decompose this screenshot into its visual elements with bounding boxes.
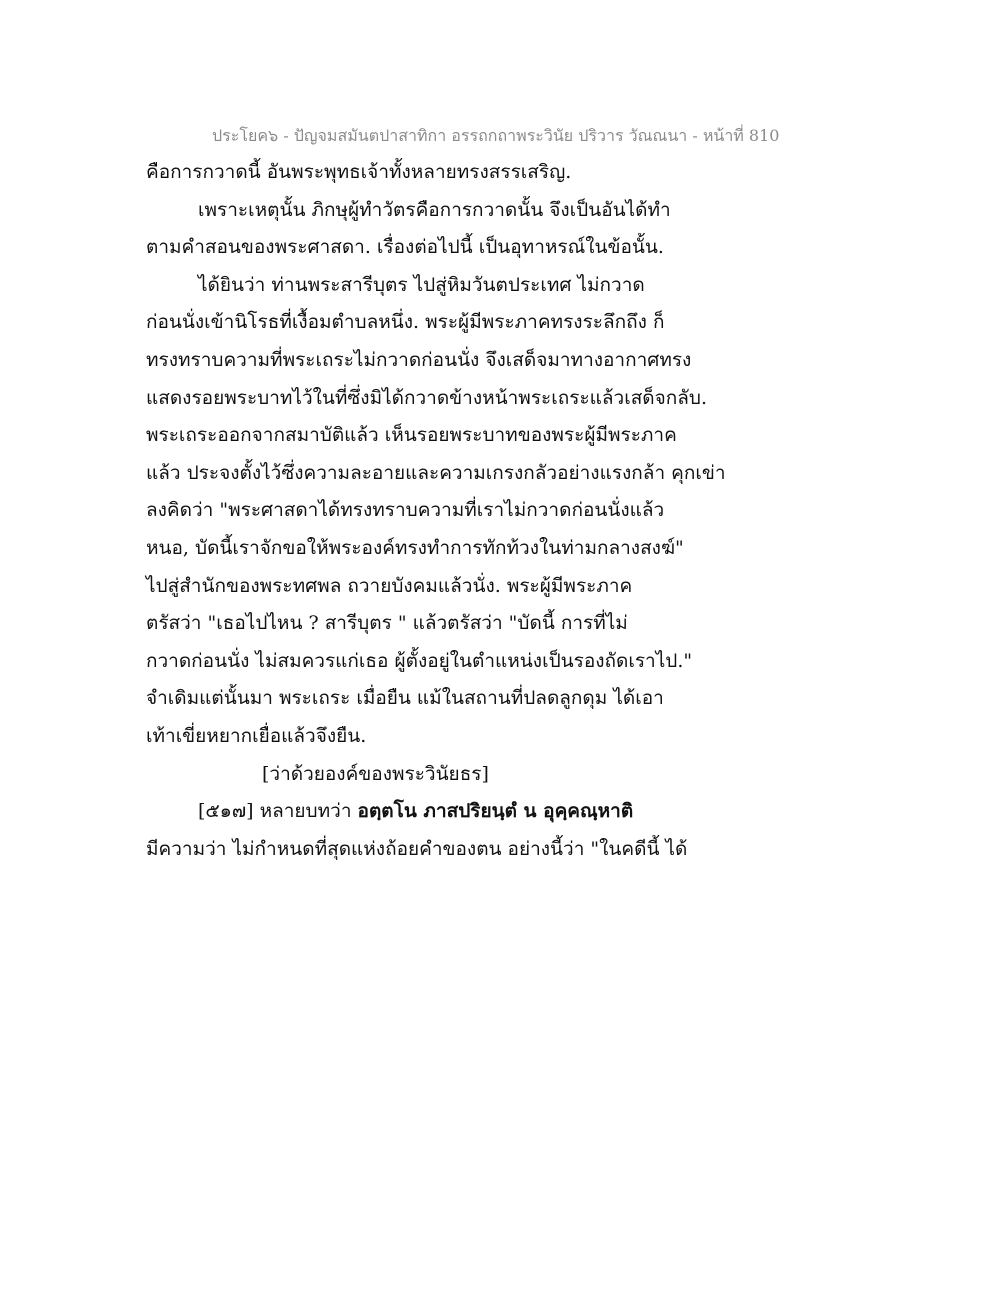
page-header: ประโยค๖ - ปัญจมสมันตปาสาทิกา อรรถกถาพระวินัย ปริวาร วัณณนา - หน้าที่ 810 (212, 126, 780, 145)
section-title: [ว่าด้วยองค์ของพระวินัยธร] (262, 762, 489, 785)
text-line: หนอ, บัดนี้เราจักขอให้พระองค์ทรงทำการทักท้วงในท่ามกลางสงฆ์" (146, 536, 684, 559)
text-line: เท้าเขี่ยหยากเยื่อแล้วจึงยืน. (146, 724, 367, 747)
text-line: กวาดก่อนนั่ง ไม่สมควรแก่เธอ ผู้ตั้งอยู่ในตำแหน่งเป็นรองถัดเราไป." (146, 649, 693, 672)
pali-term: อตฺตโน ภาสปริยนฺตํ น อุคฺคณฺหาติ (357, 800, 634, 823)
text-line: ตรัสว่า "เธอไปไหน ? สารีบุตร " แล้วตรัสว่า "บัดนี้ การที่ไม่ (146, 612, 628, 635)
text-line: เพราะเหตุนั้น ภิกษุผู้ทำวัตรคือการกวาดนั้น จึงเป็นอันได้ทำ (198, 198, 671, 221)
text-line: แล้ว ประจงตั้งไว้ซึ่งความละอายและความเกรงกลัวอย่างแรงกล้า คุกเข่า (146, 461, 726, 484)
paragraph-heading (146, 793, 866, 831)
text-line: พระเถระออกจากสมาบัติแล้ว เห็นรอยพระบาทของพระผู้มีพระภาค (146, 424, 677, 447)
text-line: ไปสู่สำนักของพระทศพล ถวายบังคมแล้วนั่ง. พระผู้มีพระภาค (146, 574, 633, 597)
text-line: ก่อนนั่งเข้านิโรธที่เงื้อมตำบลหนึ่ง. พระผู้มีพระภาคทรงระลึกถึง ก็ (146, 311, 665, 334)
text-line: คือการกวาดนี้ อันพระพุทธเจ้าทั้งหลายทรงสรรเสริญ. (146, 161, 572, 183)
text-line: มีความว่า ไม่กำหนดที่สุดแห่งถ้อยคำของตน อย่างนี้ว่า "ในคดีนี้ ได้ (146, 837, 688, 860)
body-text (146, 154, 866, 868)
text-line: ลงคิดว่า "พระศาสดาได้ทรงทราบความที่เราไม่กวาดก่อนนั่งแล้ว (146, 499, 665, 522)
text-line: จำเดิมแต่นั้นมา พระเถระ เมื่อยืน แม้ในสถานที่ปลดลูกดุม ได้เอา (146, 687, 664, 710)
text-line: ได้ยินว่า ท่านพระสารีบุตร ไปสู่หิมวันตประเทศ ไม่กวาด (198, 273, 645, 296)
text-line: ตามคำสอนของพระศาสดา. เรื่องต่อไปนี้ เป็นอุทาหรณ์ในข้อนั้น. (146, 236, 664, 259)
text-line: แสดงรอยพระบาทไว้ในที่ซึ่งมิได้กวาดข้างหน้าพระเถระแล้วเสด็จกลับ. (146, 386, 708, 409)
paragraph-ref: [๕๑๗] หลายบทว่า (198, 800, 358, 823)
text-line: ทรงทราบความที่พระเถระไม่กวาดก่อนนั่ง จึงเสด็จมาทางอากาศทรง (146, 348, 692, 371)
